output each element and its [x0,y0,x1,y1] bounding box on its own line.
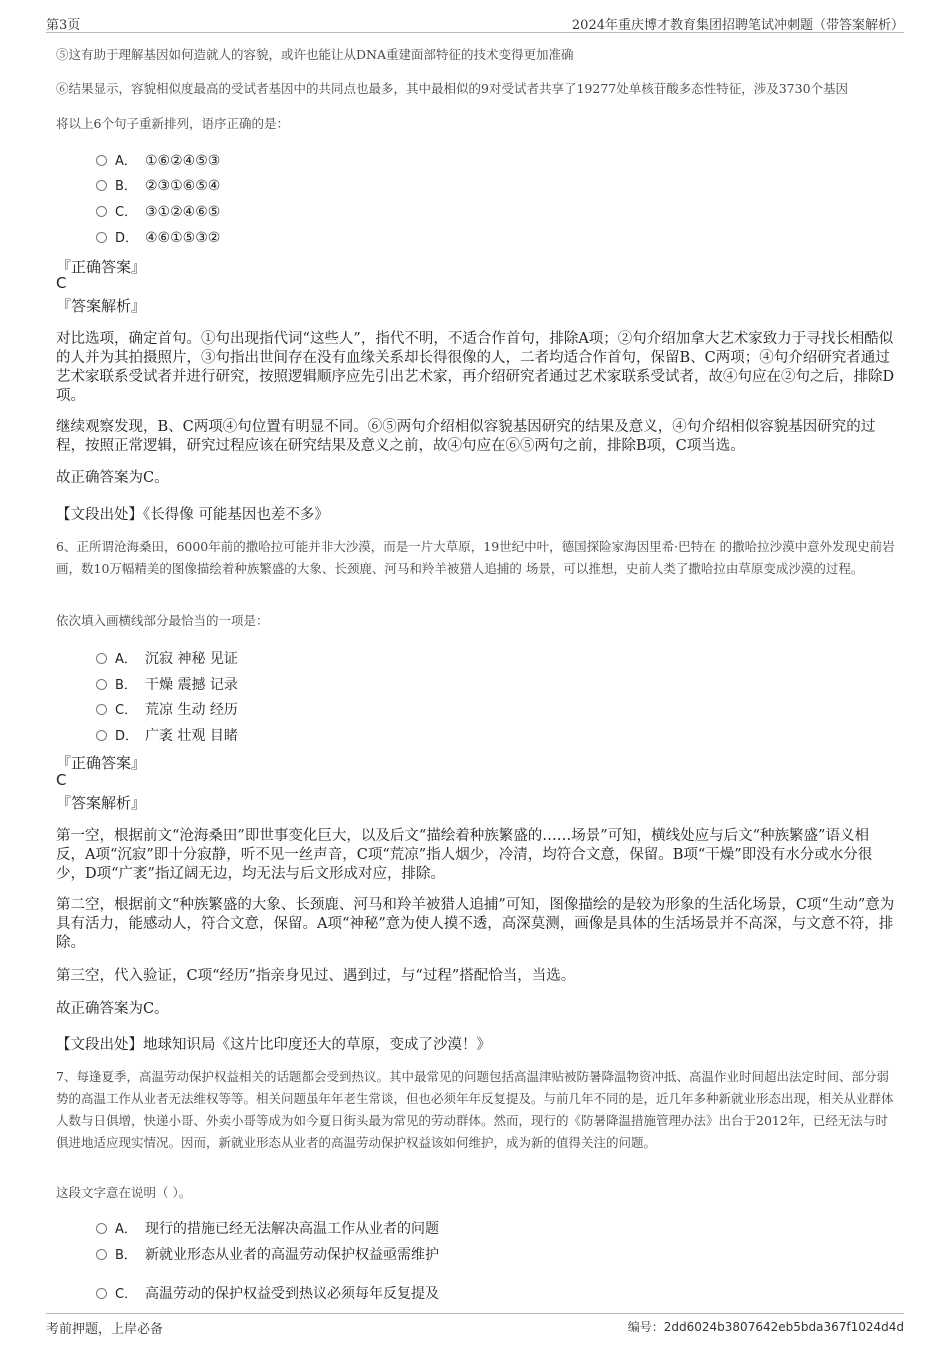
q5-source: 【文段出处】《长得像 可能基因也差不多》 [56,507,329,523]
q5-analysis-label: 『答案解析』 [56,297,147,315]
q6-analysis-para-2: 第二空，根据前文“种族繁盛的大象、长颈鹿、河马和羚羊被猎人追捕”可知，图像描绘的是较为形象的生活化场景，C项“生动”意为具有活力，能感动人，符合文意，保留。A项“神秘”意为使人摸不透，高深莫测，画像是具体的生活场景并不高深，与文意不符，排除。 [56,897,895,951]
document-code [628,1318,904,1335]
q5-analysis-para-2: 继续观察发现，B、C两项④句位置有明显不同。⑥⑤两句介绍相似容貌基因研究的结果及意义，④句介绍相似容貌基因研究的过程，按照正常逻辑，研究过程应该在研究结果及意义之前，故④句应在⑥⑤两句之前，排除B项，C项当选。 [56,419,876,454]
page-number: 第3页 [46,18,81,33]
q5-sentence-5: ⑤这有助于理解基因如何造就人的容貌，或许也能让从DNA重建面部特征的技术变得更加准确 [56,47,574,62]
page-header [46,12,904,33]
q6-analysis-para-3: 第三空，代入验证，C项“经历”指亲身见过、遇到过，与“过程”搭配恰当，当选。 [56,968,576,984]
q5-sentence-6: ⑥结果显示，容貌相似度最高的受试者基因中的共同点也最多，其中最相似的9对受试者共享了19277处单核苷酸多态性特征，涉及3730个基因 [56,81,849,96]
footer-slogan: 考前押题，上岸必备 [46,1322,164,1337]
q5-analysis-para-1: 对比选项，确定首句。①句出现指代词“这些人”，指代不明，不适合作首句，排除A项；②句介绍加拿大艺术家致力于寻找长相酷似的人并为其拍摄照片，③句指出世间存在没有血缘关系却长得很像的人，二者均适合作首句，保留B、C两项；④句介绍研究者通过艺术家联系受试者并进行研究，按照逻辑顺序应先引出艺术家，再介绍研究者通过艺术家联系受试者，故④句应在②句之后，排除D项。 [56,331,895,404]
code-value: 2dd6024b3807642eb5bda367f1024d4d [663,1320,904,1334]
q5-prompt: 将以上6个句子重新排列，语序正确的是： [56,116,289,131]
page-footer [46,1313,904,1336]
radio-icon[interactable] [96,1223,107,1234]
code-label: 编号： [627,1320,664,1334]
radio-icon[interactable] [96,206,107,217]
q5-option-d[interactable]: D． ④⑥①⑤③② [96,227,220,246]
q6-analysis-conclusion: 故正确答案为C。 [56,1001,169,1017]
radio-icon[interactable] [96,1288,107,1299]
q7-option-c[interactable]: C． 高温劳动的保护权益受到热议必须每年反复提及 [96,1283,439,1303]
q6-answer: C [56,771,67,789]
q6-analysis-label: 『答案解析』 [56,794,147,812]
q6-option-c[interactable]: C． 荒凉 生动 经历 [96,699,238,719]
q5-option-a[interactable]: A． ①⑥②④⑤③ [96,150,220,169]
q5-analysis-conclusion: 故正确答案为C。 [56,470,169,486]
q7-stem: 7、每逢夏季，高温劳动保护权益相关的话题都会受到热议。其中最常见的问题包括高温津贴被防暑降温物资冲抵、高温作业时间超出法定时间、部分弱势的高温工作从业者无法维权等等。相关问题虽年年老生常谈，但也必须年年反复提及。与前几年不同的是，近几年多种新就业形态出现，相关从业群体人数与日俱增，快递小哥、外卖小哥等成为如今夏日街头最为常见的劳动群体。然而，现行的《防暑降温措施管理办法》出台于2012年，已经无法与时俱进地适应现实情况。因而，新就业形态从业者的高温劳动保护权益该如何维护，成为新的值得关注的问题。 [56,1069,894,1150]
q6-option-b[interactable]: B． 干燥 震撼 记录 [96,674,238,694]
radio-icon[interactable] [96,232,107,243]
radio-icon[interactable] [96,155,107,166]
radio-icon[interactable] [96,704,107,715]
radio-icon[interactable] [96,653,107,664]
q6-option-d[interactable]: D． 广袤 壮观 目睹 [96,725,238,745]
q7-prompt: 这段文字意在说明（ ）。 [56,1185,192,1200]
radio-icon[interactable] [96,1249,107,1260]
q6-prompt: 依次填入画横线部分最恰当的一项是： [56,613,269,628]
q7-option-b[interactable]: B． 新就业形态从业者的高温劳动保护权益亟需维护 [96,1244,439,1264]
q5-option-c[interactable]: C． ③①②④⑥⑤ [96,201,220,220]
radio-icon[interactable] [96,679,107,690]
q6-stem: 6、正所谓沧海桑田，6000年前的撒哈拉可能并非大沙漠，而是一片大草原，19世纪中叶，德国探险家海因里希·巴特在 的撒哈拉沙漠中意外发现史前岩画，数10万幅精美的图像描绘着种族繁盛的大象、长颈鹿、河马和羚羊被猎人追捕的 场景，可以推想，史前人类了撒哈拉由草原变成沙漠的过程。 [56,539,895,576]
document-title: 2024年重庆博才教育集团招聘笔试冲刺题（带答案解析） [571,18,904,33]
q6-source: 【文段出处】地球知识局《这片比印度还大的草原，变成了沙漠！》 [56,1037,491,1053]
q5-answer: C [56,274,67,292]
radio-icon[interactable] [96,180,107,191]
q6-option-a[interactable]: A． 沉寂 神秘 见证 [96,648,238,668]
q7-option-a[interactable]: A． 现行的措施已经无法解决高温工作从业者的问题 [96,1218,439,1238]
radio-icon[interactable] [96,730,107,741]
q6-analysis-para-1: 第一空，根据前文“沧海桑田”即世事变化巨大，以及后文“描绘着种族繁盛的……场景”可知，横线处应与后文“种族繁盛”语义相反，A项“沉寂”即十分寂静，听不见一丝声音，C项“荒凉”指人烟少，冷清，均符合文意，保留。B项“干燥”即没有水分或水分很少，D项“广袤”指辽阔无边，均无法与后文形成对应，排除。 [56,828,873,882]
q6-answer-label: 『正确答案』 [56,754,147,772]
q5-option-b[interactable]: B． ②③①⑥⑤④ [96,175,220,194]
q5-answer-label: 『正确答案』 [56,258,147,276]
